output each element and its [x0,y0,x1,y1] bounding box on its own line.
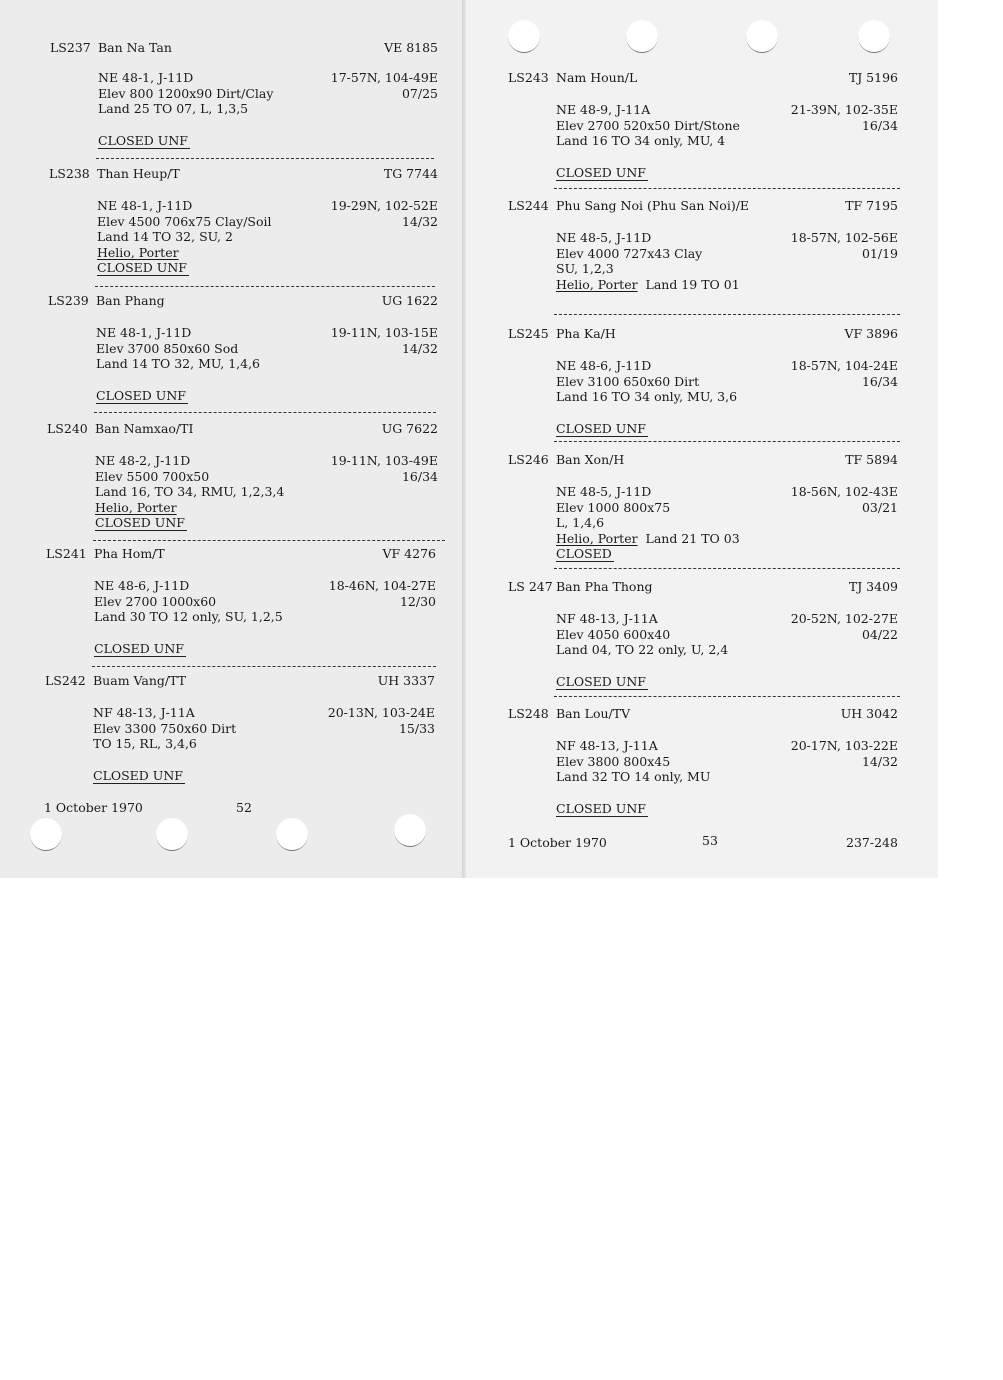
entry-divider [93,540,445,541]
entry-coord: 20-13N, 103-24E [327,705,435,720]
binder-hole [30,818,62,851]
entry-ls237 [50,40,438,148]
entry-id: LS241 [46,546,87,561]
entry-grid: VE 8185 [384,40,438,55]
entry-coord: 19-29N, 102-52E [330,198,438,213]
entry-ls241 [46,546,436,656]
entry-name: Nam Houn/L [556,70,638,85]
entry-ls242 [45,673,435,783]
entry-divider [554,188,900,189]
entry-line: Land 16 TO 34 only, MU, 3,6 [556,389,738,405]
entry-id: LS239 [48,293,89,308]
aircraft-note: Helio, Porter [556,530,638,546]
status-label: CLOSED [556,546,612,562]
entry-ls245 [508,326,898,436]
entry-line: Elev 4000 727x43 Clay [556,245,703,261]
entry-divider [95,286,435,287]
entry-line: NE 48-1, J-11D [97,198,193,213]
entry-id: LS240 [47,421,88,436]
entry-ls246 [508,452,898,562]
entry-grid: UH 3042 [840,706,898,721]
entry-grid: TJ 5196 [848,70,898,85]
entry-name: Ban Xon/H [556,452,625,467]
entry-runway: 14/32 [861,753,898,769]
entry-id: LS245 [508,326,549,341]
entry-name: Pha Ka/H [556,326,616,341]
entry-name: Ban Namxao/TI [95,421,194,436]
page-range: 237-248 [846,835,898,850]
entry-line: Land 25 TO 07, L, 1,3,5 [98,101,249,117]
entry-line: NE 48-2, J-11D [95,453,191,468]
entry-id: LS242 [45,673,86,688]
entry-line: TO 15, RL, 3,4,6 [93,736,197,752]
entry-grid: TJ 3409 [848,579,898,594]
entry-name: Ban Lou/TV [556,706,631,721]
aircraft-note: Helio, Porter [556,276,638,292]
entry-divider [554,441,900,442]
entry-runway: 16/34 [861,373,898,389]
entry-name: Phu Sang Noi (Phu San Noi)/E [556,198,750,213]
entry-runway: 14/32 [401,213,438,229]
binder-hole [276,818,308,851]
entry-id: LS243 [508,70,549,85]
binder-hole [858,20,890,53]
footer-date: 1 October 1970 [44,800,143,815]
status-label: CLOSED UNF [556,800,646,816]
entry-line: Elev 3700 850x60 Sod [96,340,239,356]
entry-ls238 [49,166,438,276]
binder-hole [394,814,426,847]
entry-coord: 19-11N, 103-49E [330,453,438,468]
right-page [466,0,938,878]
entry-line: NE 48-5, J-11D [556,484,652,499]
entry-runway: 03/21 [861,499,898,515]
entry-coord: 19-11N, 103-15E [330,325,438,340]
entry-id: LS237 [50,40,91,55]
entry-line: Land 14 TO 32, MU, 1,4,6 [96,356,261,372]
entry-divider [554,696,900,697]
entry-id: LS244 [508,198,549,213]
status-label: CLOSED UNF [556,420,646,436]
entry-coord: 17-57N, 104-49E [330,70,438,85]
entry-line: NE 48-5, J-11D [556,230,652,245]
entry-divider [94,412,436,413]
entry-name: Ban Phang [96,293,165,308]
entry-id: LS238 [49,166,90,181]
entry-line: NE 48-1, J-11D [98,70,194,85]
entry-ls247 [508,579,898,689]
entry-line: Elev 2700 1000x60 [94,593,217,609]
entry-line: Elev 5500 700x50 [95,468,210,484]
status-label: CLOSED UNF [97,260,187,276]
entry-grid: VF 3896 [844,326,898,341]
entry-runway: 01/19 [861,245,898,261]
entry-line: Elev 800 1200x90 Dirt/Clay [98,85,274,101]
entry-line: Land 04, TO 22 only, U, 2,4 [556,642,729,658]
aircraft-note: Helio, Porter [95,499,177,515]
entry-line: Land 16 TO 34 only, MU, 4 [556,133,726,149]
entry-name: Ban Na Tan [98,40,172,55]
entry-line: NE 48-1, J-11D [96,325,192,340]
entry-runway: 14/32 [401,340,438,356]
status-label: CLOSED UNF [98,132,188,148]
entry-id: LS246 [508,452,549,467]
entry-coord: 20-17N, 103-22E [790,738,898,753]
entry-line: SU, 1,2,3 [556,261,614,277]
entry-grid: UG 1622 [381,293,438,308]
entry-runway: 12/30 [399,593,436,609]
entry-line: NE 48-6, J-11D [94,578,190,593]
entry-line: Elev 2700 520x50 Dirt/Stone [556,117,740,133]
entry-line: NE 48-6, J-11D [556,358,652,373]
entry-name: Ban Pha Thong [556,579,653,594]
entry-line: Elev 4050 600x40 [556,626,671,642]
entry-line: Elev 3300 750x60 Dirt [93,720,237,736]
entry-grid: UG 7622 [381,421,438,436]
entry-runway: 16/34 [401,468,438,484]
entry-runway: 16/34 [861,117,898,133]
entry-runway: 04/22 [861,626,898,642]
footer-date: 1 October 1970 [508,835,607,850]
entry-line: Land 32 TO 14 only, MU [556,769,711,785]
entry-line: Elev 3100 650x60 Dirt [556,373,700,389]
landing-note: Land 21 TO 03 [645,530,740,546]
status-label: CLOSED UNF [556,164,646,180]
entry-grid: TG 7744 [383,166,438,181]
entry-line: Elev 3800 800x45 [556,753,671,769]
entry-coord: 21-39N, 102-35E [790,102,898,117]
entry-line: L, 1,4,6 [556,515,605,531]
entry-name: Buam Vang/TT [93,673,187,688]
left-page [0,0,466,878]
entry-coord: 18-57N, 102-56E [790,230,898,245]
entry-line: Land 16, TO 34, RMU, 1,2,3,4 [95,484,285,500]
entry-line: Elev 4500 706x75 Clay/Soil [97,213,272,229]
entry-line: NF 48-13, J-11A [556,738,658,753]
entry-divider [92,666,436,667]
binder-hole [156,818,188,851]
entry-name: Than Heup/T [97,166,180,181]
entry-id: LS248 [508,706,549,721]
status-label: CLOSED UNF [95,515,185,531]
entry-line: NE 48-9, J-11A [556,102,651,117]
entry-divider [554,314,900,315]
entry-coord: 20-52N, 102-27E [790,611,898,626]
entry-name: Pha Hom/T [94,546,165,561]
entry-runway: 07/25 [401,85,438,101]
landing-note: Land 19 TO 01 [645,276,740,292]
page-number: 53 [702,833,718,848]
status-label: CLOSED UNF [556,673,646,689]
entry-coord: 18-46N, 104-27E [328,578,436,593]
aircraft-note: Helio, Porter [97,244,179,260]
entry-line: Elev 1000 800x75 [556,499,671,515]
status-label: CLOSED UNF [96,387,186,403]
entry-coord: 18-56N, 102-43E [790,484,898,499]
entry-line: NF 48-13, J-11A [93,705,195,720]
entry-line: Land 14 TO 32, SU, 2 [97,229,233,245]
status-label: CLOSED UNF [93,767,183,783]
entry-ls240 [47,421,438,531]
entry-ls248 [508,706,898,816]
binder-hole [746,20,778,53]
binder-hole [508,20,540,53]
entry-id: LS 247 [508,579,553,594]
entry-divider [554,568,900,569]
entry-ls244 [508,198,898,292]
entry-line: Land 30 TO 12 only, SU, 1,2,5 [94,609,283,625]
entry-line: NF 48-13, J-11A [556,611,658,626]
entry-coord: 18-57N, 104-24E [790,358,898,373]
entry-ls239 [48,293,438,403]
entry-divider [96,158,434,159]
entry-ls243 [508,70,898,180]
status-label: CLOSED UNF [94,640,184,656]
entry-grid: UH 3337 [377,673,435,688]
page-number: 52 [236,800,252,815]
binder-hole [626,20,658,53]
entry-grid: TF 7195 [845,198,898,213]
entry-runway: 15/33 [398,720,435,736]
entry-grid: VF 4276 [382,546,436,561]
entry-grid: TF 5894 [845,452,898,467]
